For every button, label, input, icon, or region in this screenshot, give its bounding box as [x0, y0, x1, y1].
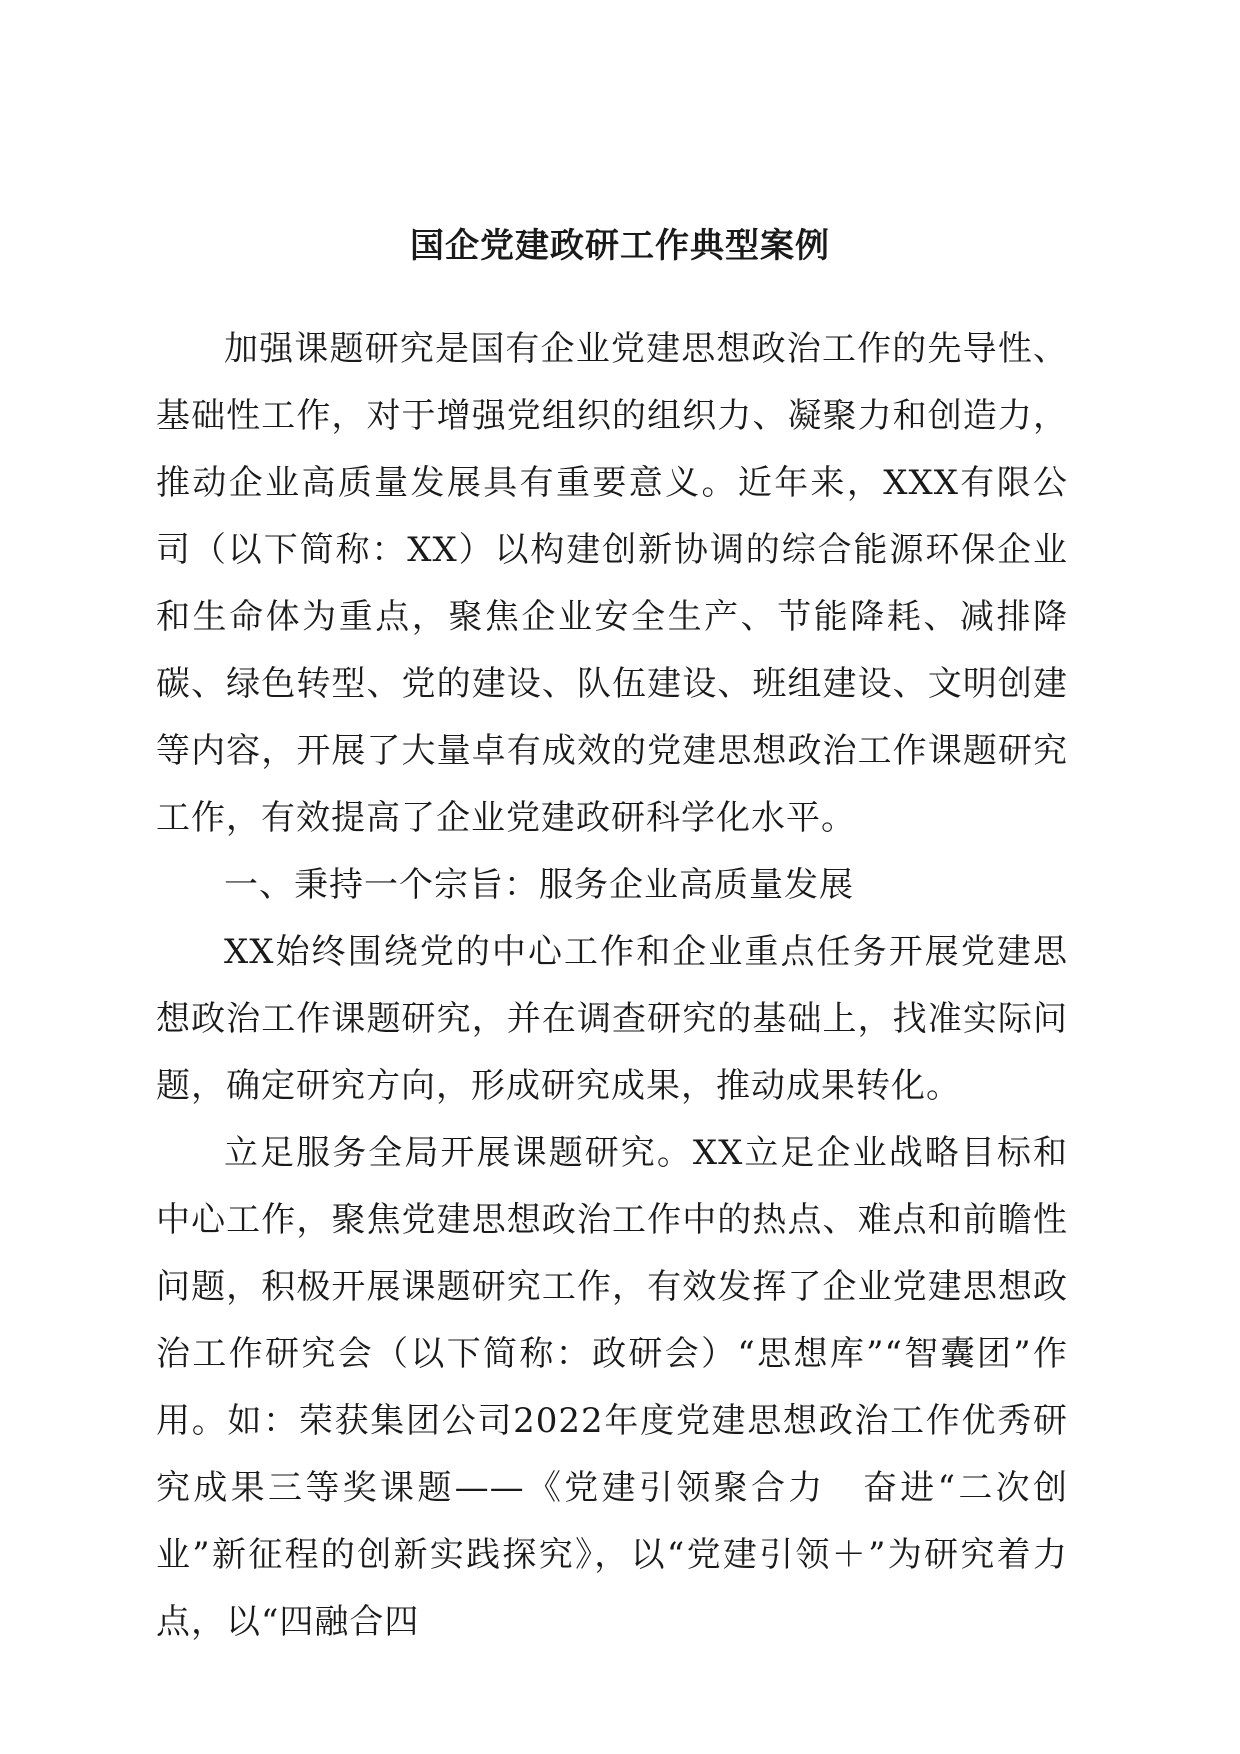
section-1-paragraph: XX始终围绕党的中心工作和企业重点任务开展党建思想政治工作课题研究，并在调查研究的基础上，找准实际问题，确定研究方向，形成研究成果，推动成果转化。 [156, 932, 1068, 1106]
section-heading-1: 一、秉持一个宗旨：服务企业高质量发展 [224, 865, 854, 905]
intro-paragraph: 加强课题研究是国有企业党建思想政治工作的先导性、基础性工作，对于增强党组织的组织力、凝聚力和创造力，推动企业高质量发展具有重要意义。近年来，XXX有限公司（以下简称：XX）以构建创新协调的综合能源环保企业和生命体为重点，聚焦企业安全生产、节能降耗、减排降碳、绿色转型、党的建设、队伍建设、班组建设、文明创建等内容，开展了大量卓有成效的党建思想政治工作课题研究工作，有效提高了企业党建政研科学化水平。 [156, 329, 1068, 838]
document-body [156, 316, 1068, 1656]
research-paragraph: 立足服务全局开展课题研究。XX立足企业战略目标和中心工作，聚焦党建思想政治工作中的热点、难点和前瞻性问题，积极开展课题研究工作，有效发挥了企业党建思想政治工作研究会（以下简称：政研会）“思想库”“智囊团”作用。如：荣获集团公司2022年度党建思想政治工作优秀研究成果三等奖课题——《党建引领聚合力 奋进“二次创业”新征程的创新实践探究》，以“党建引领＋”为研究着力点，以“四融合四 [156, 1133, 1068, 1642]
document-title: 国企党建政研工作典型案例 [410, 226, 830, 266]
